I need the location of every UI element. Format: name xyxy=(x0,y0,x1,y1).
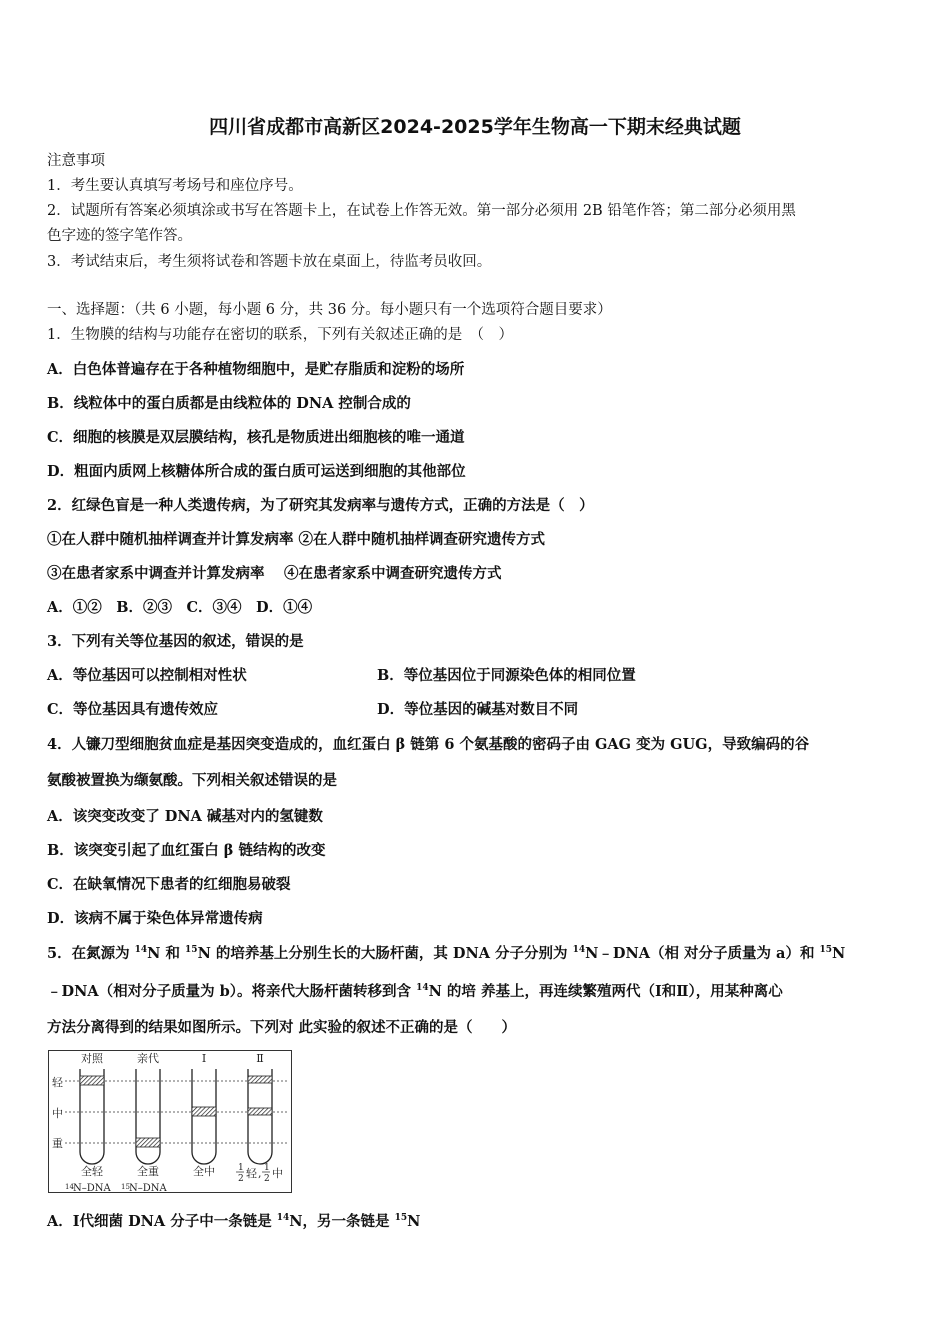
result-control: 全轻 xyxy=(81,1165,103,1178)
q2-statement-2: ③在患者家系中调查并计算发病率 ④在患者家系中调查研究遗传方式 xyxy=(47,565,502,582)
sub1-sup: 14 xyxy=(65,1183,74,1191)
q3-option-a: A．等位基因可以控制相对性状 xyxy=(47,667,247,684)
sub1-label: N–DNA xyxy=(73,1183,111,1191)
band-parent-heavy xyxy=(136,1138,160,1147)
band-gen2-light xyxy=(248,1076,272,1083)
level-heavy: 重 xyxy=(52,1137,63,1150)
notice-item-2a: 2．试题所有答案必须填涂或书写在答题卡上，在试卷上作答无效。第一部分必须用 2B 铅笔作答；第二部分必须用黑 xyxy=(47,203,796,219)
q1-option-c: C．细胞的核膜是双层膜结构，核孔是物质进出细胞核的唯一通道 xyxy=(47,429,465,446)
q3-option-b: B．等位基因位于同源染色体的相同位置 xyxy=(377,667,636,684)
sub2-label: N–DNA xyxy=(129,1183,167,1191)
sub2-sup: 15 xyxy=(121,1183,130,1191)
notice-heading: 注意事项 xyxy=(47,153,105,169)
frac-separator: , xyxy=(258,1167,262,1180)
q3-option-c: C．等位基因具有遗传效应 xyxy=(47,701,219,718)
frac1-num: 1 xyxy=(238,1163,244,1173)
q2-statement-1: ①在人群中随机抽样调查并计算发病率 ②在人群中随机抽样调查研究遗传方式 xyxy=(47,531,546,548)
band-control-light xyxy=(80,1076,104,1085)
header-gen2: Ⅱ xyxy=(256,1052,264,1065)
header-gen1: Ⅰ xyxy=(201,1052,207,1065)
centrifuge-figure xyxy=(48,1050,292,1193)
q2-stem: 2．红绿色盲是一种人类遗传病，为了研究其发病率与遗传方式，正确的方法是（ ） xyxy=(47,497,594,514)
band-gen2-medium xyxy=(248,1108,272,1115)
level-light: 轻 xyxy=(52,1076,63,1089)
q4-option-c: C．在缺氧情况下患者的红细胞易破裂 xyxy=(47,876,291,893)
section-heading: 一、选择题：（共 6 小题，每小题 6 分，共 36 分。每小题只有一个选项符合题目要求） xyxy=(47,302,612,318)
q5-stem-line-1: 5．在氮源为 $^{14}$N 和 $^{15}$N 的培养基上分别生长的大肠杆菌，其 DNA 分子分别为 $^{14}$N﹣DNA（相 对分子质量为 a）和 $^{15}$N xyxy=(47,945,846,962)
q1-stem: 1．生物膜的结构与功能存在密切的联系，下列有关叙述正确的是 （ ） xyxy=(47,327,513,343)
q4-stem-line-2: 氨酸被置换为缬氨酸。下列相关叙述错误的是 xyxy=(47,772,337,789)
q5-stem-line-3: 方法分离得到的结果如图所示。下列对 此实验的叙述不正确的是（ ） xyxy=(47,1019,517,1036)
notice-item-2b: 色字迹的签字笔作答。 xyxy=(47,228,192,244)
frac2-num: 1 xyxy=(264,1163,270,1173)
q3-stem: 3．下列有关等位基因的叙述，错误的是 xyxy=(47,633,304,650)
q1-option-a: A．白色体普遍存在于各种植物细胞中，是贮存脂质和淀粉的场所 xyxy=(47,361,465,378)
notice-item-1: 1．考生要认真填写考场号和座位序号。 xyxy=(47,178,303,194)
q3-option-d: D．等位基因的碱基对数目不同 xyxy=(377,701,579,718)
q5-stem-line-2: ﹣DNA（相对分子质量为 b）。将亲代大肠杆菌转移到含 $^{14}$N 的培 养基上，再连续繁殖两代（Ⅰ和Ⅱ），用某种离心 xyxy=(47,983,783,1000)
header-parent: 亲代 xyxy=(137,1052,159,1065)
q4-option-b: B．该突变引起了血红蛋白 β 链结构的改变 xyxy=(47,842,326,859)
header-control: 对照 xyxy=(81,1052,103,1065)
level-medium: 中 xyxy=(52,1107,63,1120)
tube-gen1 xyxy=(192,1069,216,1164)
frac2-word: 中 xyxy=(272,1167,283,1180)
frac2-den: 2 xyxy=(264,1174,270,1184)
q2-options: A．①② B．②③ C．③④ D．①④ xyxy=(47,599,313,616)
q4-option-d: D．该病不属于染色体异常遗传病 xyxy=(47,910,263,927)
frac1-word: 轻 xyxy=(246,1167,257,1180)
tube-parent xyxy=(136,1069,160,1164)
notice-item-3: 3．考试结束后，考生须将试卷和答题卡放在桌面上，待监考员收回。 xyxy=(47,254,492,270)
q5-option-a: A．Ⅰ代细菌 DNA 分子中一条链是 $^{14}$N，另一条链是 $^{15}$N xyxy=(47,1213,421,1230)
q4-stem-line-1: 4．人镰刀型细胞贫血症是基因突变造成的，血红蛋白 β 链第 6 个氨基酸的密码子由 GAG 变为 GUG，导致编码的谷 xyxy=(47,736,810,753)
q1-option-b: B．线粒体中的蛋白质都是由线粒体的 DNA 控制合成的 xyxy=(47,395,411,412)
result-parent: 全重 xyxy=(137,1165,159,1178)
frac1-den: 2 xyxy=(238,1174,244,1184)
page-title: 四川省成都市高新区2024-2025学年生物高一下期末经典试题 xyxy=(209,116,741,138)
result-gen1: 全中 xyxy=(193,1165,215,1178)
q1-option-d: D．粗面内质网上核糖体所合成的蛋白质可运送到细胞的其他部位 xyxy=(47,463,466,480)
band-gen1-medium xyxy=(192,1107,216,1116)
q4-option-a: A．该突变改变了 DNA 碱基对内的氢键数 xyxy=(47,808,323,825)
